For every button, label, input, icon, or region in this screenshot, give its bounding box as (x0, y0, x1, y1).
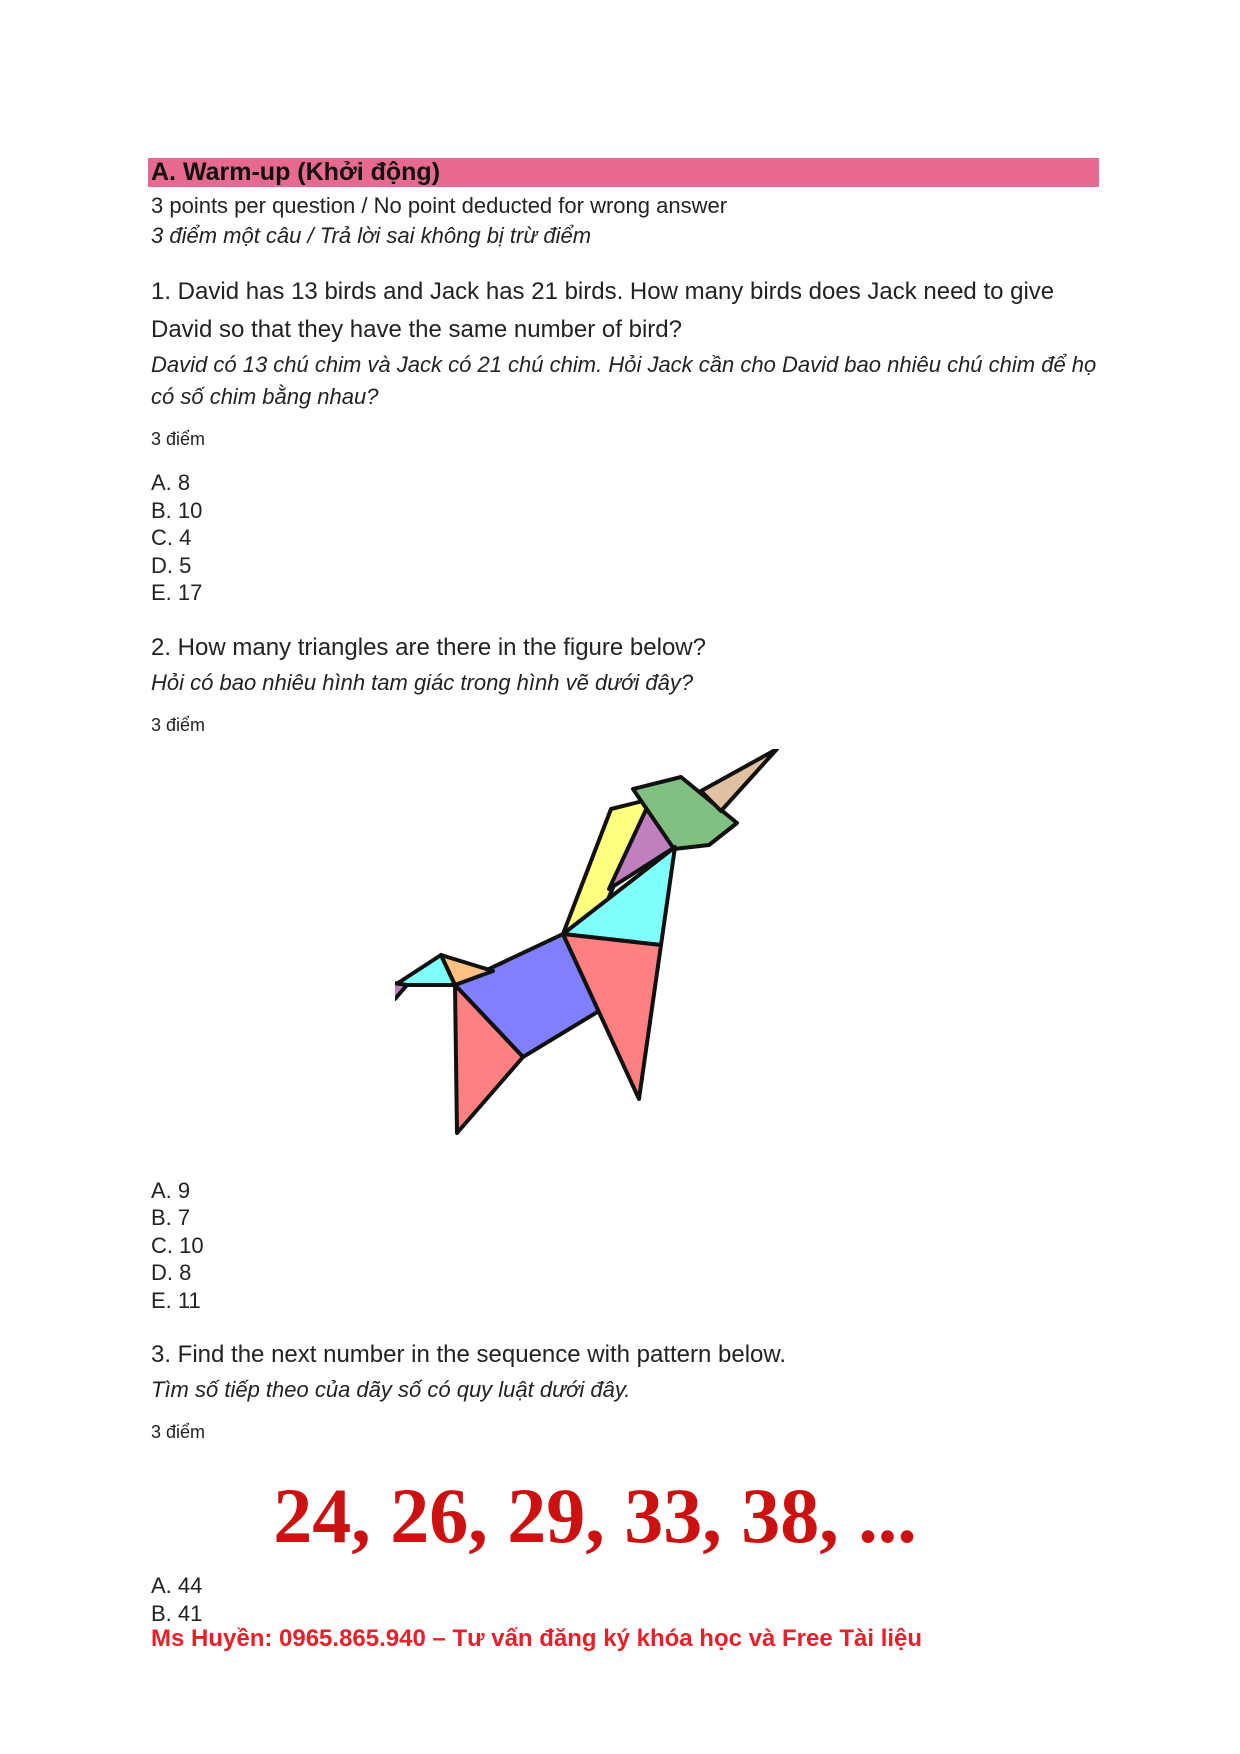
question-1-text-vi: David có 13 chú chim và Jack có 21 chú chim. Hỏi Jack cần cho David bao nhiêu chú chim để họ có số chim bằng nhau? (151, 352, 1097, 409)
question-2-option-c[interactable]: C. 10 (151, 1232, 204, 1258)
question-2-option-e[interactable]: E. 11 (151, 1287, 201, 1313)
question-1-option-a[interactable]: A. 8 (151, 470, 191, 495)
question-2-option-a[interactable]: A. 9 (151, 1177, 191, 1203)
question-3-option-b[interactable]: B. 41 (151, 1600, 203, 1626)
question-2-option-d[interactable]: D. 8 (151, 1260, 192, 1285)
question-3-points: 3 điểm (151, 1422, 206, 1442)
tangram-horn-piece (701, 749, 777, 811)
question-2-text-vi: Hỏi có bao nhiêu hình tam giác trong hình vẽ dưới đây? (151, 669, 694, 695)
question-2-option-b[interactable]: B. 7 (151, 1205, 191, 1230)
question-1-text-en: 1. David has 13 birds and Jack has 21 birds. How many birds does Jack need to give David so that they have the same number of bird? (151, 278, 1055, 343)
question-1 (148, 273, 1099, 607)
question-2-points: 3 điểm (151, 714, 206, 735)
question-2-text-en: 2. How many triangles are there in the figure below? (151, 633, 706, 661)
section-intro-vi: 3 điểm một câu / Trả lời sai không bị trừ điểm (151, 223, 592, 248)
question-1-option-b[interactable]: B. 10 (151, 497, 203, 523)
question-1-points: 3 điểm (151, 429, 206, 449)
contact-footer: Ms Huyền: 0965.865.940 – Tư vấn đăng ký khóa học và Free Tài liệu (151, 1625, 923, 1652)
section-header: A. Warm-up (Khởi động) (148, 158, 1099, 187)
question-3-option-a[interactable]: A. 44 (151, 1573, 203, 1598)
question-3-text-en: 3. Find the next number in the sequence with pattern below. (151, 1341, 787, 1368)
worksheet-page (148, 158, 1099, 1627)
unicorn-tangram-figure (151, 749, 1099, 1159)
section-intro-en: 3 points per question / No point deducted for wrong answer (151, 193, 728, 218)
question-1-option-e[interactable]: E. 17 (151, 580, 203, 605)
question-1-option-c[interactable]: C. 4 (151, 525, 192, 550)
question-2 (148, 629, 1099, 1315)
number-sequence: 24, 26, 29, 33, 38, ... (273, 1472, 917, 1559)
question-1-option-d[interactable]: D. 5 (151, 552, 192, 578)
unicorn-tangram-svg (395, 749, 855, 1149)
question-2-options (151, 1177, 1099, 1315)
question-3-options (151, 1572, 1099, 1627)
question-3 (148, 1336, 1099, 1627)
question-1-options (151, 469, 1099, 607)
question-3-text-vi: Tìm số tiếp theo của dãy số có quy luật dưới đây. (151, 1377, 631, 1402)
